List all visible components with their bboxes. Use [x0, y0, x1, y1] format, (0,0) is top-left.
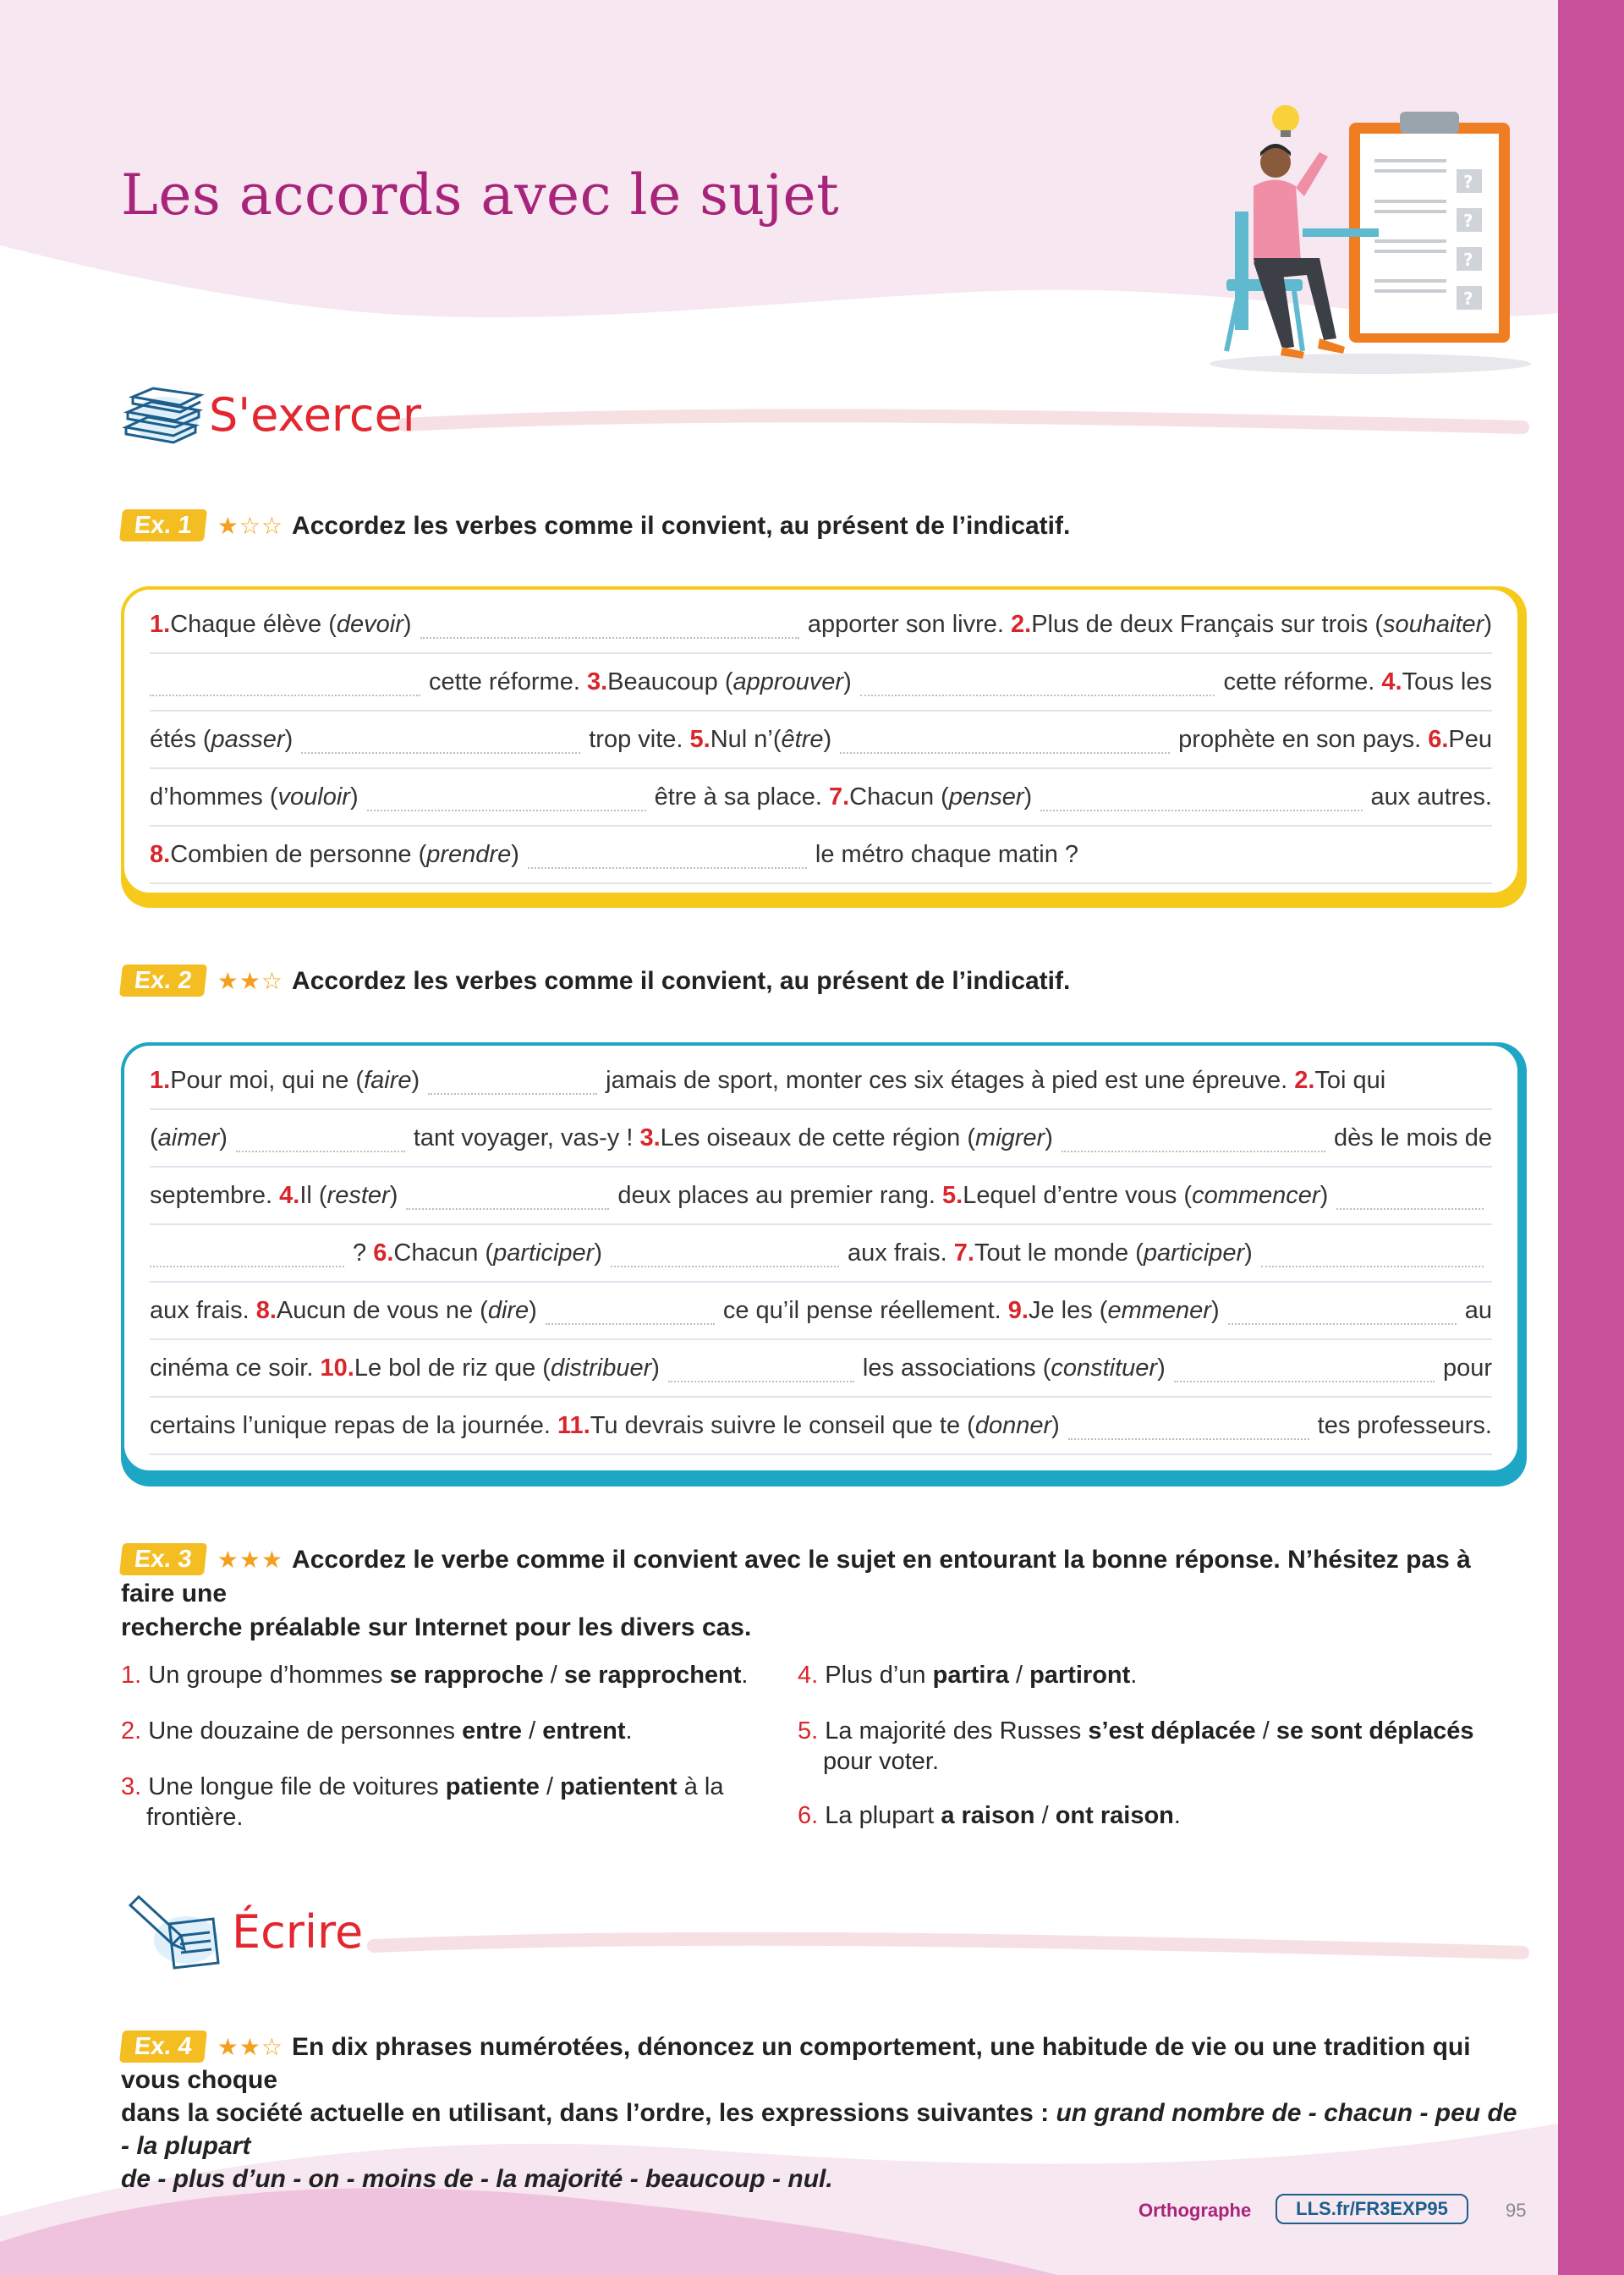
item-number: 3.: [586, 668, 608, 695]
verb: vouloir: [277, 783, 350, 811]
answer-blank[interactable]: [1068, 1411, 1309, 1440]
ex3-instruction-1: Accordez le verbe comme il convient avec le sujet en entourant la bonne réponse. N’hésitez pas à faire une: [121, 1546, 1471, 1607]
text: ): [843, 668, 852, 695]
lightbulb-icon: [1272, 105, 1299, 132]
verb: emmener: [1107, 1297, 1211, 1324]
answer-blank[interactable]: [150, 668, 420, 696]
ex1-box: [121, 586, 1521, 896]
section-exercer-label: S'exercer: [209, 387, 422, 442]
answer-blank[interactable]: [528, 840, 807, 869]
text: Lequel d’entre vous (: [963, 1182, 1193, 1209]
ex2-line-5: [150, 1283, 1492, 1340]
ex1-badge: Ex. 1: [119, 509, 207, 541]
ex2-instruction: Accordez les verbes comme il convient, au présent de l’indicatif.: [292, 967, 1071, 995]
text: Pour moi, qui ne (: [170, 1067, 365, 1094]
choice-option[interactable]: partira: [932, 1662, 1009, 1689]
text: ): [1045, 1124, 1053, 1151]
text: /: [1015, 1662, 1023, 1689]
answer-blank[interactable]: [428, 1066, 597, 1095]
ex2-box: [121, 1042, 1521, 1474]
answer-blank[interactable]: [611, 1239, 839, 1267]
answer-blank[interactable]: [150, 1239, 344, 1267]
student-clipboard-illustration: [1201, 93, 1539, 381]
ex2-line-4: [150, 1225, 1492, 1283]
text: deux places au premier rang.: [617, 1182, 935, 1209]
text: ): [529, 1297, 537, 1324]
answer-blank[interactable]: [1040, 783, 1362, 811]
footer-category: Orthographe: [1138, 2200, 1252, 2221]
text: ): [1023, 783, 1033, 811]
difficulty-stars: ★★☆: [217, 2034, 284, 2060]
verb: distribuer: [550, 1355, 652, 1382]
text: (: [150, 1124, 158, 1151]
choice-option[interactable]: partiront: [1029, 1662, 1131, 1689]
text: certains l’unique repas de la journée.: [150, 1412, 551, 1439]
text: Les oiseaux de cette région (: [660, 1124, 976, 1151]
verb: faire: [364, 1067, 412, 1094]
text: Chacun (: [849, 783, 949, 811]
text: Chacun (: [393, 1239, 494, 1267]
item-number: 7.: [953, 1239, 974, 1267]
text: ): [411, 1067, 420, 1094]
choice-option[interactable]: patiente: [445, 1773, 540, 1800]
item-number: 4.: [1381, 668, 1402, 695]
verb: migrer: [975, 1124, 1045, 1151]
choice-option[interactable]: se rapproche: [389, 1662, 544, 1689]
answer-blank[interactable]: [1228, 1296, 1457, 1325]
ex3-badge: Ex. 3: [119, 1543, 207, 1575]
verb: approuver: [732, 668, 844, 695]
text: ): [594, 1239, 603, 1267]
choice-option[interactable]: s’est déplacée: [1088, 1717, 1256, 1745]
text: Combien de personne (: [170, 841, 427, 868]
ex4-line-2a: dans la société actuelle en utilisant, dans l’ordre, les expressions suivantes :: [121, 2099, 1050, 2127]
difficulty-stars: ★☆☆: [217, 513, 284, 539]
text: /: [529, 1717, 536, 1745]
text: aux autres.: [1370, 783, 1492, 811]
verb: être: [781, 726, 824, 753]
ex3-item-2: [121, 1716, 781, 1746]
text: ): [403, 611, 412, 638]
answer-blank[interactable]: [420, 610, 799, 639]
item-number: 4.: [798, 1662, 819, 1689]
text: Toi qui: [1314, 1067, 1386, 1094]
difficulty-stars: ★★☆: [217, 968, 284, 994]
item-number: 7.: [828, 783, 850, 811]
ex3-item-3: [121, 1772, 781, 1833]
item-number: 5.: [798, 1717, 819, 1745]
item-number: 6.: [798, 1802, 819, 1829]
text: frontière.: [146, 1804, 244, 1831]
ex2-line-2: [150, 1110, 1492, 1168]
ex1-header: [121, 509, 1527, 543]
text: le métro chaque matin ?: [815, 841, 1079, 868]
item-number: 4.: [279, 1182, 300, 1209]
answer-blank[interactable]: [1174, 1354, 1435, 1382]
text: ): [823, 726, 832, 753]
text: cette réforme.: [429, 668, 580, 695]
answer-blank[interactable]: [301, 725, 580, 754]
text: ): [284, 726, 294, 753]
item-number: 10.: [320, 1355, 354, 1382]
choice-option[interactable]: se rapprochent: [563, 1662, 742, 1689]
exercer-underline: [404, 415, 1522, 427]
text: Tout le monde (: [974, 1239, 1144, 1267]
choice-option[interactable]: patientent: [560, 1773, 678, 1800]
item-number: 11.: [557, 1412, 590, 1439]
footer-link[interactable]: LLS.fr/FR3EXP95: [1276, 2194, 1468, 2224]
ex2-line-7: [150, 1398, 1492, 1455]
choice-option[interactable]: a raison: [941, 1802, 1035, 1829]
text: jamais de sport, monter ces six étages à pied est une épreuve.: [606, 1067, 1288, 1094]
pencil-paper-icon: [127, 1893, 228, 1970]
answer-blank[interactable]: [546, 1296, 715, 1325]
item-number: 8.: [255, 1297, 277, 1324]
ex1-line-3: [150, 712, 1492, 769]
ex4-header: [121, 2030, 1527, 2195]
verb: participer: [1143, 1239, 1245, 1267]
text: aux frais.: [848, 1239, 947, 1267]
text: /: [1041, 1802, 1049, 1829]
question-mark: ?: [1463, 211, 1473, 231]
side-band: [1558, 0, 1624, 2275]
text: étés (: [150, 726, 211, 753]
text: La plupart: [825, 1802, 935, 1829]
text: d’hommes (: [150, 783, 278, 811]
text: Nul n’(: [710, 726, 782, 753]
ex2-line-1: [150, 1052, 1492, 1110]
item-number: 1.: [150, 611, 171, 638]
item-number: 6.: [373, 1239, 394, 1267]
text: Chaque élève (: [170, 611, 337, 638]
text: septembre.: [150, 1182, 273, 1209]
text: La majorité des Russes: [825, 1717, 1082, 1745]
answer-blank[interactable]: [840, 725, 1170, 754]
verb: dire: [487, 1297, 529, 1324]
verb: passer: [211, 726, 285, 753]
item-number: 9.: [1007, 1297, 1029, 1324]
item-number: 1.: [121, 1662, 142, 1689]
answer-blank[interactable]: [406, 1181, 609, 1210]
text: ): [1320, 1182, 1329, 1209]
choice-option[interactable]: se sont déplacés: [1276, 1717, 1474, 1745]
verb: rester: [326, 1182, 390, 1209]
verb: souhaiter: [1383, 611, 1484, 638]
ex3-column-left: [121, 1660, 781, 1833]
text: ): [1210, 1297, 1220, 1324]
text: ): [1157, 1355, 1166, 1382]
ex2-line-3: [150, 1168, 1492, 1225]
text: Aucun de vous ne (: [276, 1297, 488, 1324]
text: dès le mois de: [1334, 1124, 1492, 1151]
ex4-line-2b: un grand nombre de - chacun - peu de - la plupart: [121, 2099, 1517, 2160]
item-number: 6.: [1428, 726, 1449, 753]
item-number: 2.: [121, 1717, 142, 1745]
answer-blank[interactable]: [1261, 1239, 1484, 1267]
verb: penser: [948, 783, 1024, 811]
text: Tu devrais suivre le conseil que te (: [590, 1412, 975, 1439]
text: Plus d’un: [825, 1662, 926, 1689]
ex1-line-4: [150, 769, 1492, 827]
ex3-item-4: [798, 1660, 1525, 1690]
item-number: 2.: [1011, 611, 1032, 638]
choice-option[interactable]: entre: [462, 1717, 523, 1745]
text: .: [1173, 1802, 1181, 1829]
question-mark: ?: [1463, 288, 1473, 309]
text: au: [1464, 1297, 1492, 1324]
ex1-line-2: [150, 654, 1492, 712]
text: ): [1244, 1239, 1253, 1267]
verb: prendre: [426, 841, 512, 868]
answer-blank[interactable]: [236, 1124, 405, 1152]
text: Je les (: [1028, 1297, 1108, 1324]
text: /: [546, 1773, 554, 1800]
text: ce qu’il pense réellement.: [722, 1297, 1001, 1324]
section-ecrire: [127, 1893, 363, 1970]
text: ): [219, 1124, 228, 1151]
ex2-header: [121, 964, 1527, 998]
ecrire-underline: [374, 1939, 1522, 1953]
text: .: [625, 1717, 633, 1745]
page-number: 95: [1506, 2200, 1527, 2221]
ex3-item-1: [121, 1660, 781, 1690]
ex1-line-1: [150, 596, 1492, 654]
text: aux frais.: [150, 1297, 250, 1324]
choice-option[interactable]: entrent: [542, 1717, 626, 1745]
ex2-line-6: [150, 1340, 1492, 1398]
verb: participer: [493, 1239, 595, 1267]
answer-blank[interactable]: [668, 1354, 854, 1382]
text: ): [1484, 611, 1492, 638]
item-number: 8.: [150, 841, 171, 868]
ex3-column-right: [798, 1660, 1525, 1831]
answer-blank[interactable]: [1062, 1124, 1325, 1152]
verb: donner: [974, 1412, 1052, 1439]
ex4-line-3: de - plus d’un - on - moins de - la majorité - beaucoup - nul.: [121, 2165, 833, 2193]
verb: devoir: [336, 611, 403, 638]
verb: aimer: [157, 1124, 220, 1151]
text: cinéma ce soir.: [150, 1355, 314, 1382]
ex1-line-5: [150, 827, 1492, 884]
question-mark: ?: [1463, 172, 1473, 192]
text: ): [511, 841, 519, 868]
text: .: [741, 1662, 749, 1689]
ex2-badge: Ex. 2: [119, 964, 207, 997]
text: Un groupe d’hommes: [148, 1662, 383, 1689]
text: /: [1262, 1717, 1270, 1745]
ex3-item-5: [798, 1716, 1525, 1777]
text: Il (: [299, 1182, 327, 1209]
item-number: 2.: [1294, 1067, 1315, 1094]
text: Tous les: [1402, 668, 1492, 695]
text: être à sa place.: [654, 783, 822, 811]
text: cette réforme.: [1223, 668, 1375, 695]
text: /: [550, 1662, 557, 1689]
page-title: Les accords avec le sujet: [121, 162, 840, 228]
item-number: 3.: [639, 1124, 661, 1151]
text: à la: [683, 1773, 724, 1800]
text: ): [389, 1182, 398, 1209]
item-number: 3.: [121, 1773, 142, 1800]
ex1-instruction: Accordez les verbes comme il convient, au présent de l’indicatif.: [292, 512, 1071, 540]
item-number: 5.: [689, 726, 710, 753]
ex4-badge: Ex. 4: [119, 2030, 207, 2063]
ex3-instruction-2: recherche préalable sur Internet pour les divers cas.: [121, 1613, 752, 1641]
text: ?: [353, 1239, 367, 1267]
text: tant voyager, vas-y !: [413, 1124, 634, 1151]
text: trop vite.: [589, 726, 683, 753]
text: Plus de deux Français sur trois (: [1031, 611, 1384, 638]
text: Une douzaine de personnes: [148, 1717, 456, 1745]
verb: constituer: [1051, 1355, 1158, 1382]
difficulty-stars: ★★★: [217, 1547, 284, 1573]
text: prophète en son pays.: [1178, 726, 1422, 753]
text: pour voter.: [823, 1748, 940, 1775]
text: ): [651, 1355, 660, 1382]
ex3-header: [121, 1543, 1527, 1645]
text: les associations (: [862, 1355, 1051, 1382]
text: ): [1051, 1412, 1060, 1439]
text: Une longue file de voitures: [148, 1773, 439, 1800]
text: ): [349, 783, 359, 811]
question-mark: ?: [1463, 250, 1473, 270]
text: tes professeurs.: [1317, 1412, 1492, 1439]
item-number: 1.: [150, 1067, 171, 1094]
books-icon: [121, 385, 206, 444]
section-ecrire-label: Écrire: [232, 1904, 364, 1959]
text: Peu: [1448, 726, 1492, 753]
section-exercer: [121, 385, 421, 444]
text: Le bol de riz que (: [354, 1355, 551, 1382]
answer-blank[interactable]: [367, 783, 646, 811]
ex4-line-1: En dix phrases numérotées, dénoncez un comportement, une habitude de vie ou une tradition qui vous choque: [121, 2033, 1471, 2094]
text: apporter son livre.: [807, 611, 1004, 638]
choice-option[interactable]: ont raison: [1055, 1802, 1174, 1829]
answer-blank[interactable]: [860, 668, 1215, 696]
text: .: [1130, 1662, 1138, 1689]
item-number: 5.: [942, 1182, 963, 1209]
text: pour: [1442, 1355, 1492, 1382]
answer-blank[interactable]: [1336, 1181, 1484, 1210]
ex3-item-6: [798, 1800, 1525, 1831]
text: Beaucoup (: [607, 668, 733, 695]
verb: commencer: [1192, 1182, 1320, 1209]
